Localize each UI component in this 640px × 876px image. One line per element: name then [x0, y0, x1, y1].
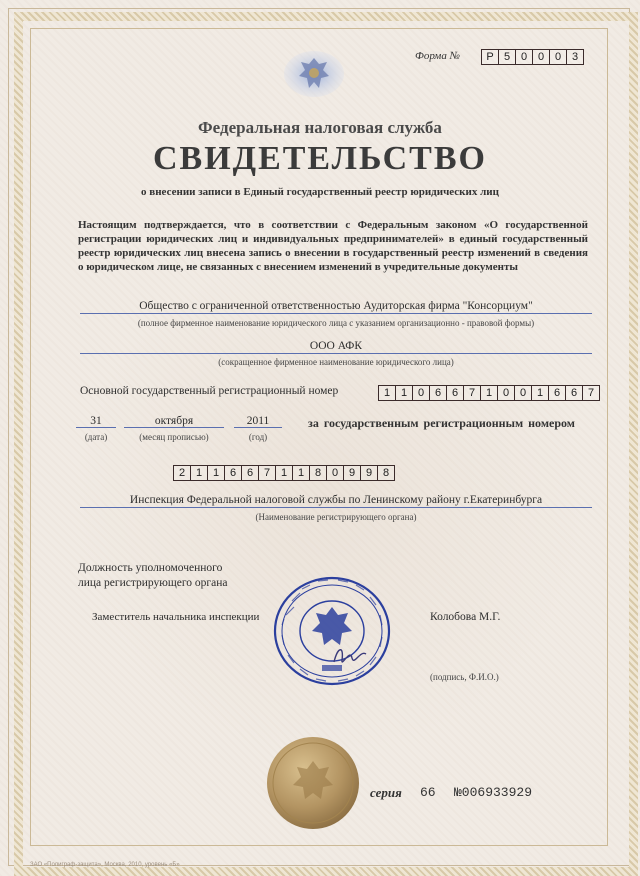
gold-seal-icon: [265, 735, 361, 831]
series-label: серия: [370, 785, 402, 800]
round-stamp-icon: [272, 575, 392, 687]
signature-icon: [330, 640, 370, 670]
digit-box: 7: [258, 465, 276, 481]
signature-caption: (подпись, Ф.И.О.): [430, 672, 499, 682]
digit-box: 1: [395, 385, 413, 401]
digit-box: 2: [173, 465, 191, 481]
digit-box: 0: [532, 49, 550, 65]
certificate-title: СВИДЕТЕЛЬСТВО: [153, 140, 487, 177]
digit-box: 6: [429, 385, 447, 401]
ogrn-boxes: [379, 385, 600, 401]
digit-box: Р: [481, 49, 499, 65]
confirmation-text: Настоящим подтверждается, что в соответствии с Федеральным законом «О государственной регистрации юридических лиц и индивидуальных предпринимателей» в единый государственный реестр юридических лиц внесена запись о внесении в государственный реестр изменений в сведения о юридическом лице, не связанных с внесением изменений в учредительные документы: [78, 219, 588, 273]
registering-authority-caption: (Наименование регистрирующего органа): [255, 512, 417, 522]
company-full-name-caption: (полное фирменное наименование юридического лица с указанием организационно - правовой формы): [137, 318, 535, 328]
date-day: 31: [76, 415, 116, 428]
signatory-name: Колобова М.Г.: [430, 611, 501, 623]
form-code-boxes: [482, 49, 584, 65]
registering-authority: Инспекция Федеральной налоговой службы по Ленинскому району г.Екатеринбурга: [80, 494, 592, 508]
digit-box: 7: [582, 385, 600, 401]
digit-box: 6: [548, 385, 566, 401]
digit-box: 9: [360, 465, 378, 481]
digit-box: 1: [292, 465, 310, 481]
serial-number: №006933929: [454, 785, 533, 800]
digit-box: 8: [377, 465, 395, 481]
company-short-name-caption: (сокращенное фирменное наименование юридического лица): [218, 357, 454, 367]
digit-box: 7: [463, 385, 481, 401]
digit-box: 6: [241, 465, 259, 481]
emblem-icon: [283, 50, 345, 98]
date-year: 2011: [234, 415, 282, 428]
date-year-caption: (год): [248, 432, 268, 442]
digit-box: 8: [309, 465, 327, 481]
digit-box: 1: [190, 465, 208, 481]
authority-title: Федеральная налоговая служба: [198, 118, 442, 137]
reg-number-label: за государственным регистрационным номером: [308, 416, 575, 430]
company-short-name: ООО АФК: [80, 340, 592, 354]
digit-box: 5: [498, 49, 516, 65]
digit-box: 6: [224, 465, 242, 481]
certificate-subtitle: о внесении записи в Единый государственный реестр юридических лиц: [141, 186, 499, 198]
date-day-caption: (дата): [84, 432, 108, 442]
series-code: 66: [420, 785, 436, 800]
digit-box: 0: [514, 385, 532, 401]
digit-box: 0: [515, 49, 533, 65]
digit-box: 1: [378, 385, 396, 401]
digit-box: 0: [549, 49, 567, 65]
digit-box: 0: [326, 465, 344, 481]
date-month-caption: (месяц прописью): [139, 432, 209, 442]
date-month: октября: [124, 415, 224, 428]
digit-box: 0: [412, 385, 430, 401]
digit-box: 9: [343, 465, 361, 481]
signatory-position: Заместитель начальника инспекции: [92, 611, 260, 623]
digit-box: 0: [497, 385, 515, 401]
position-caption-line2: лица регистрирующего органа: [78, 577, 228, 589]
digit-box: 6: [446, 385, 464, 401]
digit-box: 6: [565, 385, 583, 401]
ogrn-label: Основной государственный регистрационный номер: [80, 385, 339, 397]
printer-footer: ЗАО «Полиграф-защита», Москва, 2010, уровень «Б»: [30, 862, 180, 868]
digit-box: 1: [207, 465, 225, 481]
company-full-name: Общество с ограниченной ответственностью Аудиторская фирма "Консорциум": [80, 300, 592, 314]
grn-boxes: [174, 465, 395, 481]
digit-box: 3: [566, 49, 584, 65]
form-label: Форма №: [415, 50, 460, 62]
position-caption-line1: Должность уполномоченного: [78, 562, 223, 574]
digit-box: 1: [275, 465, 293, 481]
digit-box: 1: [531, 385, 549, 401]
digit-box: 1: [480, 385, 498, 401]
